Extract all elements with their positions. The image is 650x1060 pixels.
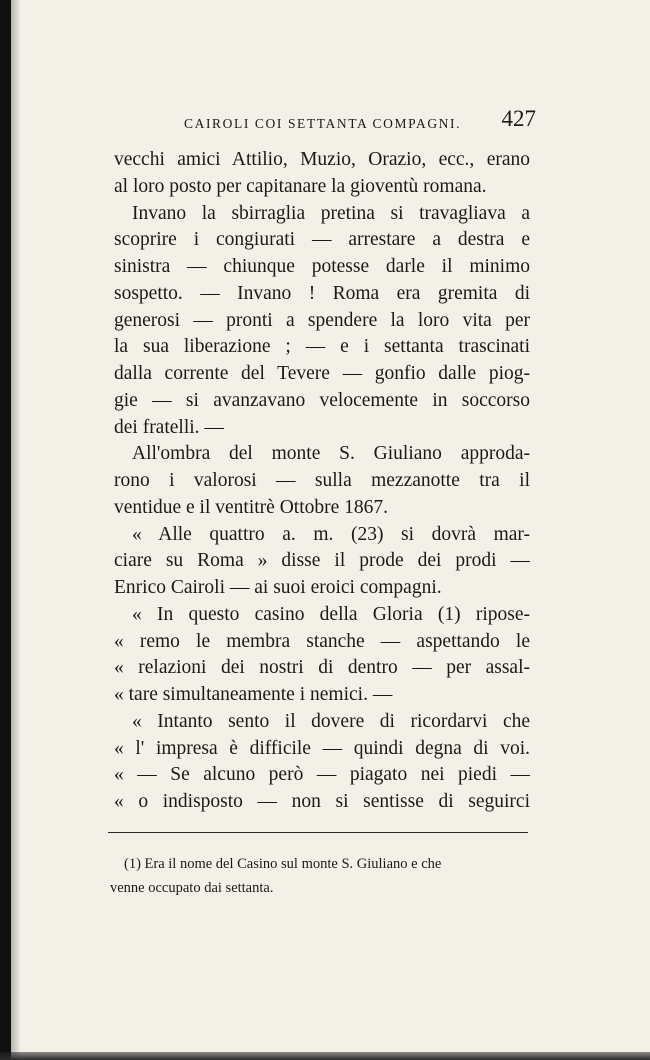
text-line: All'ombra del monte S. Giuliano approda- xyxy=(132,443,530,465)
page-bottom-edge xyxy=(0,1052,650,1060)
page-header xyxy=(184,104,536,134)
text-line: « tare simultaneamente i nemici. — xyxy=(114,684,393,705)
text-line: sinistra — chiunque potesse darle il minimo xyxy=(114,256,530,277)
text-line: scoprire i congiurati — arrestare a destra e xyxy=(114,229,530,251)
text-line: ciare su Roma » disse il prode dei prodi — xyxy=(114,550,530,572)
text-line: gie — si avanzavano velocemente in soccorso xyxy=(114,389,530,411)
footnote-line: venne occupato dai settanta. xyxy=(110,880,274,896)
text-line: al loro posto per capitanare la gioventù romana. xyxy=(114,175,487,197)
text-line: « Intanto sento il dovere di ricordarvi che xyxy=(132,710,530,732)
body-text xyxy=(114,147,530,816)
text-line: « o indisposto — non si sentisse di seguirci xyxy=(114,791,530,812)
text-line: generosi — pronti a spendere la loro vita per xyxy=(114,309,530,331)
text-line: « remo le membra stanche — aspettando le xyxy=(114,630,530,652)
page-number: 427 xyxy=(501,106,536,131)
text-line: vecchi amici Attilio, Muzio, Orazio, ecc., erano xyxy=(114,149,530,170)
text-line: « l' impresa è difficile — quindi degna di voi. xyxy=(114,737,530,759)
text-line: ventidue e il ventitrè Ottobre 1867. xyxy=(114,496,389,518)
book-spine-edge xyxy=(0,0,11,1060)
footnote xyxy=(110,852,530,900)
text-line: sospetto. — Invano ! Roma era gremita di xyxy=(114,282,530,304)
text-line: Invano la sbirraglia pretina si travagliava a xyxy=(132,202,530,224)
text-line: « relazioni dei nostri di dentro — per assal- xyxy=(114,657,530,679)
text-line: « Alle quattro a. m. (23) si dovrà mar- xyxy=(132,523,530,545)
text-line: Enrico Cairoli — ai suoi eroici compagni. xyxy=(114,577,442,598)
text-line: « — Se alcuno però — piagato nei piedi — xyxy=(114,764,530,786)
text-line: dei fratelli. — xyxy=(114,416,224,438)
footnote-line: (1) Era il nome del Casino sul monte S. Giuliano e che xyxy=(124,856,442,872)
footnote-divider xyxy=(108,832,528,833)
running-head: CAIROLI COI SETTANTA COMPAGNI. xyxy=(184,116,462,131)
text-line: rono i valorosi — sulla mezzanotte tra il xyxy=(114,470,530,491)
text-line: « In questo casino della Gloria (1) ripose- xyxy=(132,603,530,625)
spine-shadow xyxy=(11,0,21,1060)
text-line: la sua liberazione ; — e i settanta trascinati xyxy=(114,336,530,358)
text-line: dalla corrente del Tevere — gonfio dalle piog- xyxy=(114,363,530,384)
